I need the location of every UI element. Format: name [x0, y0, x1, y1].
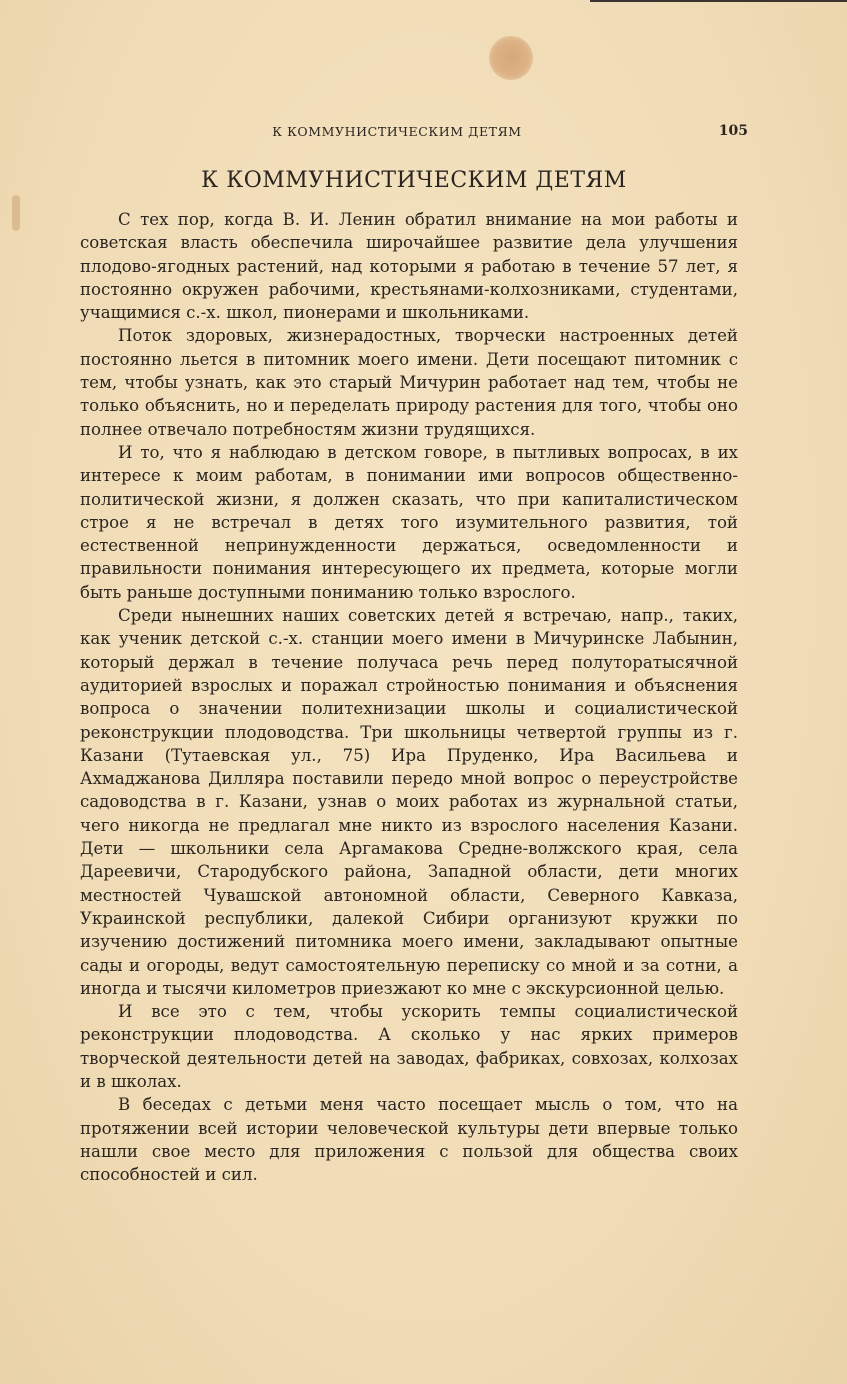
top-edge-rule: [590, 0, 847, 2]
article-body: [80, 208, 738, 1186]
page-number: 105: [718, 123, 748, 139]
running-title: К КОММУНИСТИЧЕСКИМ ДЕТЯМ: [272, 124, 522, 139]
paper-stain: [489, 36, 533, 80]
paragraph: С тех пор, когда В. И. Ленин обратил внимание на мои работы и советская власть обеспечила широчайшее развитие дела улучшения плодово-ягодных растений, над которыми я работаю в течение 57 лет, я постоянно окружен рабочими, крестьянами-колхозниками, студентами, учащимися с.-х. школ, пионерами и школьниками.: [80, 210, 738, 323]
paragraph: И то, что я наблюдаю в детском говоре, в пытливых вопросах, в их интересе к моим работам, в понимании ими вопросов общественно-политической жизни, я должен сказать, что при капиталистическом строе я не встречал в детях того изумительного развития, той естественной непринужденности держаться, осведомленности и правильности понимания интересующего их предмета, которые могли быть раньше доступными пониманию только взрослого.: [80, 442, 738, 602]
margin-mark: [12, 195, 20, 231]
paragraph: Поток здоровых, жизнерадостных, творчески настроенных детей постоянно льется в питомник моего имени. Дети посещают питомник с тем, чтобы узнать, как это старый Мичурин работает над тем, чтобы не только объяснить, но и переделать природу растения для того, чтобы оно полнее отвечало потребностям жизни трудящихся.: [80, 326, 738, 439]
paragraph: Среди нынешних наших советских детей я встречаю, напр., таких, как ученик детской с.-х. станции моего имени в Мичуринске Лабынин, который держал в течение получаса речь перед полуторатысячной аудиторией взрослых и поражал стройностью понимания и объяснения вопроса о значении политехнизации школы и социалистической реконструкции плодоводства. Три школьницы четвертой группы из г. Казани (Тутаевская ул., 75) Ира Пруденко, Ира Васильева и Ахмаджанова Дилляра поставили передо мной вопрос о переустройстве садоводства в г. Казани, узнав о моих работах из журнальной статьи, чего никогда не предлагал мне никто из взрослого населения Казани. Дети — школьники села Аргамакова Средне-волжского края, села Дареевичи, Стародубского района, Западной области, дети многих местностей Чувашской автономной области, Северного Кавказа, Украинской республики, далекой Сибири организуют кружки по изучению достижений питомника моего имени, закладывают опытные сады и огороды, ведут самостоятельную переписку со мной и за сотни, а иногда и тысячи километров приезжают ко мне с экскурсионной целью.: [80, 606, 738, 998]
running-header: [80, 124, 748, 144]
article-title: К КОММУНИСТИЧЕСКИМ ДЕТЯМ: [201, 168, 627, 193]
paragraph: В беседах с детьми меня часто посещает мысль о том, что на протяжении всей истории человеческой культуры дети впервые только нашли свое место для приложения с пользой для общества своих способностей и сил.: [80, 1095, 738, 1185]
paragraph: И все это с тем, чтобы ускорить темпы социалистической реконструкции плодоводства. А сколько у нас ярких примеров творческой деятельности детей на заводах, фабриках, совхозах, колхозах и в школах.: [80, 1002, 738, 1091]
